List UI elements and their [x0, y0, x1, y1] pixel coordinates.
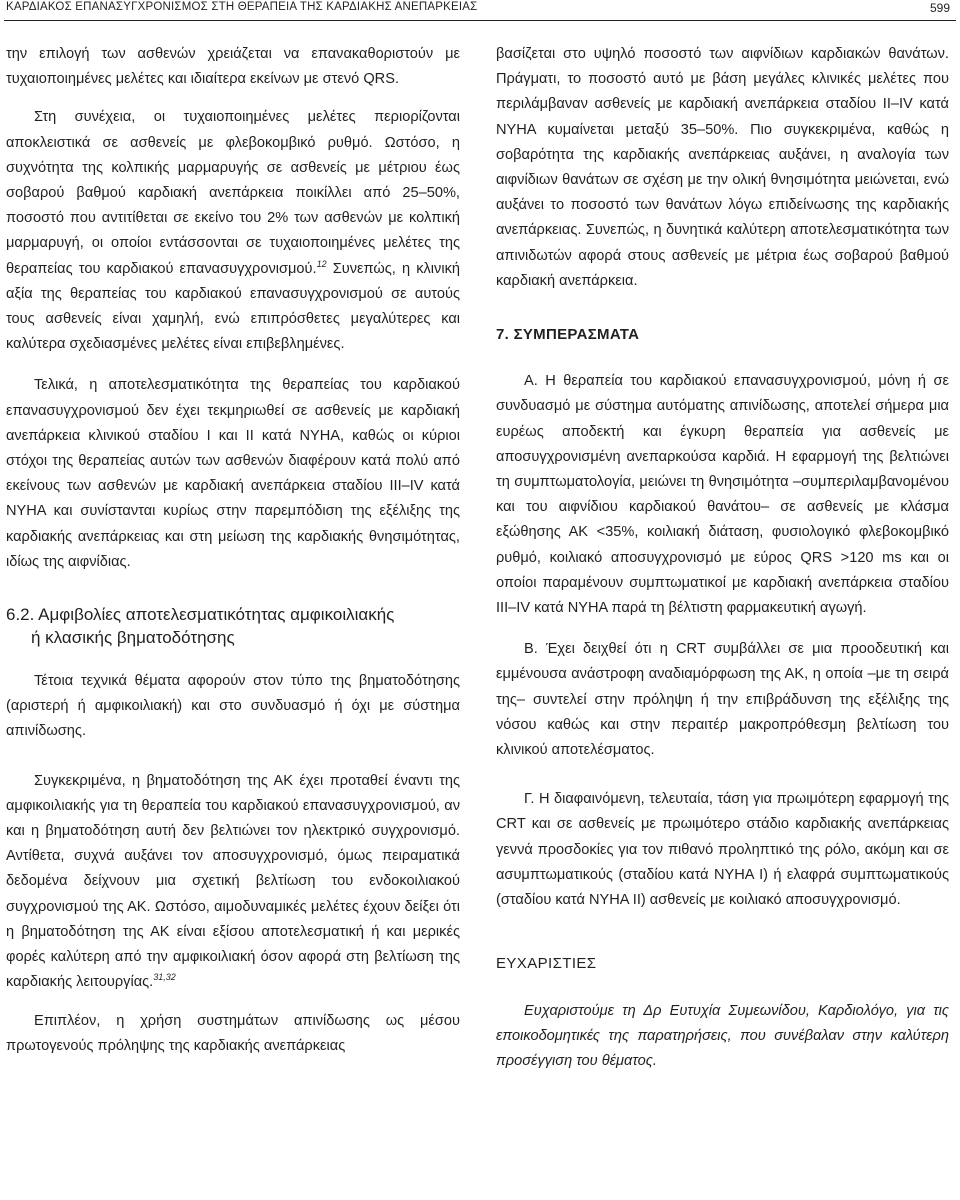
paragraph-sudden-death: βασίζεται στο υψηλό ποσοστό των αιφνίδιων καρδιακών θανάτων. Πράγματι, το ποσοστό αυτό με βάση μεγάλες κλινικές μελέτες που περιλάμβαναν ασθενείς με καρδιακή ανεπάρκεια σταδίου II–IV κατά NYHA κυμαίνεται μεταξύ 35–50%. Πιο συγκεκριμένα, καθώς η σοβαρότητα της καρδιακής ανεπάρκειας αυξάνει, η αναλογία των αιφνίδιων θανάτων σε σχέση με την ολική θνησιμότητα μειώνεται, ενώ αυξάνει το ποσοστό των θανάτων λόγω επιδείνωσης της καρδιακής ανεπάρκειας. Συνεπώς, η δυνητικά καλύτερη αποτελεσματικότητα των απινιδωτών αφορά στους ασθενείς με μέτρια έως σοβαρού βαθμού καρδιακή ανεπάρκεια. — [496, 46, 949, 289]
page-number: 599 — [929, 1, 950, 15]
paragraph-lv-pacing — [6, 769, 460, 996]
paragraph-text: Στη συνέχεια, οι τυχαιοποιημένες μελέτες περιορίζονται αποκλειστικά σε ασθενείς με φλεβοκομβικό ρυθμό. Ωστόσο, η συχνότητα της κολπικής μαρμαρυγής σε ασθενείς με μέτριου έως σοβαρού βαθμού καρδιακή ανεπάρκεια ποικίλλει από 25–50%, ποσοστό που αντιτίθεται σε εκείνο του 2% των ασθενών με κολπική μαρμαρυγή, οι οποίοι εντάσσονται σε τυχαιοποιημένες μελέτες της θεραπείας του καρδιακού επανασυγχρονισμού. — [6, 109, 460, 277]
conclusion-a: Α. Η θεραπεία του καρδιακού επανασυγχρονισμού, μόνη ή σε συνδυασμό με σύστημα αυτόματης απινίδωσης, αποτελεί σήμερα μια ευρέως αποδεκτή και έγκυρη θεραπεία για ασθενείς με αποσυγχρονισμένη ανεπαρκούσα καρδιά. Η εφαρμογή της βελτιώνει τη συμπτωματολογία, μειώνει τη θνησιμότητα –συμπεριλαμβανομένου και του αιφνίδιου καρδιακού θανάτου– σε ασθενείς με κλάσμα εξώθησης ΑΚ <35%, κοιλιακή διάταση, φυσιολογικό φλεβοκομβικό ρυθμό, κοιλιακό αποσυγχρονισμό με εύρος QRS >120 ms και οι οποίοι παραμένουν συμπτωματικοί με καρδιακή ανεπάρκεια σταδίου III–IV κατά NYHA παρά τη βέλτιστη φαρμακευτική αγωγή. — [496, 373, 949, 617]
reference-12: 12 — [316, 258, 327, 269]
conclusion-c: Γ. Η διαφαινόμενη, τελευταία, τάση για πρωιμότερη εφαρμογή της CRT και σε ασθενείς με πρωιμότερο στάδιο καρδιακής ανεπάρκειας γεννά προσδοκίες για τον πιθανό προληπτικό της ρόλο, ακόμη και σε ασυμπτωματικούς (σταδίου κατά NYHA I) ή ελαφρά συμπτωματικούς (σταδίου κατά NYHA II) ασθενείς με κοιλιακό αποσυγχρονισμό. — [496, 791, 949, 909]
reference-31-32: 31,32 — [153, 972, 176, 983]
header-rule — [4, 20, 956, 21]
section-heading-conclusions: 7. ΣΥΜΠΕΡΑΣΜΑΤΑ — [496, 326, 640, 344]
right-column — [496, 42, 949, 1074]
paragraph-atrial-fibrillation — [6, 105, 460, 357]
paragraph-text: Συνεπώς, η κλινική αξία της θεραπείας του καρδιακού επανασυγχρονισμού σε αυτούς τους ασθενείς είναι χαμηλή, ενώ επιπρόσθετες μεγαλύτερες και καλύτερα σχεδιασμένες μελέτες είναι επιβεβλημένες. — [6, 260, 460, 353]
acknowledgements-heading: ΕΥΧΑΡΙΣΤΙΕΣ — [496, 955, 597, 973]
paragraph-nyha-i-ii: Τελικά, η αποτελεσματικότητα της θεραπείας του καρδιακού επανασυγχρονισμού δεν έχει τεκμηριωθεί σε ασθενείς με καρδιακή ανεπάρκεια κλινικού σταδίου I και II κατά NYHA, καθώς οι κύριοι στόχοι της θεραπείας αυτών των ασθενών διαφέρουν κατά πολύ από εκείνους των ασθενών με καρδιακή ανεπάρκεια σταδίου III–IV κατά NYHA και συνίστανται κυρίως στην παρεμπόδιση της εξέλιξης της καρδιακής ανεπάρκειας και στη μείωση της καρδιακής θνησιμότητας, ιδίως της αιφνίδιας. — [6, 377, 460, 570]
subsection-heading-line1: 6.2. Αμφιβολίες αποτελεσματικότητας αμφικοιλιακής — [6, 605, 395, 625]
acknowledgements-text: Ευχαριστούμε τη Δρ Ευτυχία Συμεωνίδου, Καρδιολόγο, για τις εποικοδομητικές της παρατηρήσεις, που συνέβαλαν στην καλύτερη προσέγγιση του θέματος. — [496, 1002, 949, 1069]
subsection-heading-line2: ή κλασικής βηματοδότησης — [31, 628, 235, 648]
page-header — [4, 0, 956, 20]
left-column — [6, 42, 460, 1059]
subsection-heading-6-2 — [6, 603, 460, 649]
paragraph-text: Συγκεκριμένα, η βηματοδότηση της ΑΚ έχει προταθεί έναντι της αμφικοιλιακής για τη θεραπεία του καρδιακού επανασυγχρονισμού, αν και η βηματοδότηση αυτή δεν βελτιώνει τον ηλεκτρικό συγχρονισμό. Αντίθετα, συχνά αυξάνει τον αποσυγχρονισμό, όμως πειραματικά δεδομένα δείχνουν μια σχετική βελτίωση του ενδοκοιλιακού συγχρονισμού της ΑΚ. Ωστόσο, αιμοδυναμικές μελέτες έχουν δείξει ότι η βηματοδότηση της ΑΚ είναι εξίσου αποτελεσματική ή και μερικές φορές καλύτερη από την αμφικοιλιακή όσον αφορά στη βελτίωση της καρδιακής λειτουργίας. — [6, 772, 460, 991]
running-head: ΚΑΡΔΙΑΚΟΣ ΕΠΑΝΑΣΥΓΧΡΟΝΙΣΜΟΣ ΣΤΗ ΘΕΡΑΠΕΙΑ ΤΗΣ ΚΑΡΔΙΑΚΗΣ ΑΝΕΠΑΡΚΕΙΑΣ — [6, 1, 478, 13]
paragraph-qrs: την επιλογή των ασθενών χρειάζεται να επανακαθοριστούν με τυχαιοποιημένες μελέτες και ιδιαίτερα εκείνων με στενό QRS. — [6, 46, 460, 88]
paragraph-defibrillation: Επιπλέον, η χρήση συστημάτων απινίδωσης ως μέσου πρωτογενούς πρόληψης της καρδιακής ανεπάρκειας — [6, 1012, 460, 1054]
paragraph-pacing-type: Τέτοια τεχνικά θέματα αφορούν στον τύπο της βηματοδότησης (αριστερή ή αμφικοιλιακή) και στο συνδυασμό ή όχι με σύστημα απινίδωσης. — [6, 673, 460, 740]
conclusion-b: Β. Έχει δειχθεί ότι η CRT συμβάλλει σε μια προοδευτική και εμμένουσα ανάστροφη αναδιαμόρφωση της ΑΚ, η οποία –με τη σειρά της– συντελεί στην πρόληψη ή την επιβράδυνση της εξέλιξης της νόσου καθώς και στην περαιτέρ μακροπρόθεσμη βελτίωση του κλινικού αποτελέσματος. — [496, 641, 949, 759]
